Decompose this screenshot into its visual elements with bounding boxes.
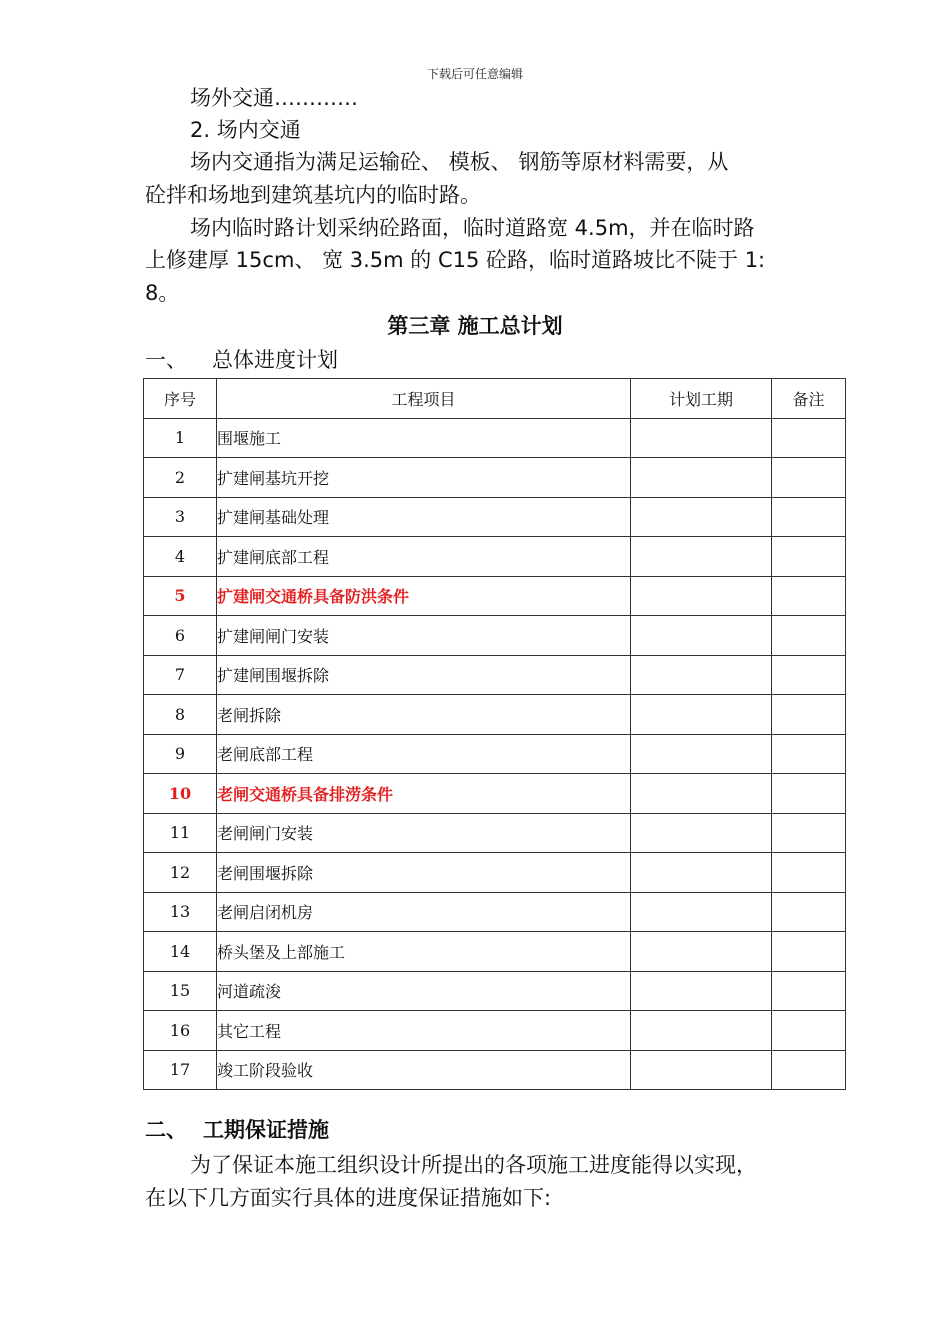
table-row [144,576,846,616]
row-number-cell: 10 [144,774,217,814]
table-row [144,695,846,735]
row-number-cell: 15 [144,971,217,1011]
row-item-cell: 老闸闸门安装 [217,813,631,853]
table-row [144,813,846,853]
row-remark-cell [772,1050,846,1090]
row-item-cell: 其它工程 [217,1011,631,1051]
text-line: 场内临时路计划采纳砼路面，临时道路宽 4.5m，并在临时路 [190,216,755,240]
table-row [144,892,846,932]
row-number-cell: 8 [144,695,217,735]
row-number-cell: 2 [144,458,217,498]
row-period-cell [631,853,772,893]
column-header: 工程项目 [217,379,631,419]
row-period-cell [631,1011,772,1051]
row-remark-cell [772,813,846,853]
row-item-cell: 扩建闸基础处理 [217,497,631,537]
column-header: 计划工期 [631,379,772,419]
row-remark-cell [772,971,846,1011]
section-number: 二、 [145,1118,187,1142]
text-line: 在以下几方面实行具体的进度保证措施如下: [145,1186,552,1210]
table-row [144,655,846,695]
text-line: 场内交通指为满足运输砼、 模板、 钢筋等原材料需要，从 [190,150,729,174]
text-line: 8。 [145,281,180,305]
row-number-cell: 6 [144,616,217,656]
row-item-cell: 竣工阶段验收 [217,1050,631,1090]
row-period-cell [631,418,772,458]
row-period-cell [631,1050,772,1090]
table-row [144,853,846,893]
row-item-cell: 老闸启闭机房 [217,892,631,932]
table-row [144,1050,846,1090]
table-row [144,774,846,814]
column-header: 序号 [144,379,217,419]
row-number-cell: 5 [144,576,217,616]
row-remark-cell [772,616,846,656]
text-line: 上修建厚 15cm、 宽 3.5m 的 C15 砼路，临时道路坡比不陡于 1: [145,248,766,272]
row-period-cell [631,576,772,616]
row-remark-cell [772,932,846,972]
text-line: 砼拌和场地到建筑基坑内的临时路。 [145,183,481,207]
row-number-cell: 9 [144,734,217,774]
row-number-cell: 7 [144,655,217,695]
table-header-row [144,379,846,419]
row-period-cell [631,695,772,735]
row-period-cell [631,734,772,774]
row-number-cell: 12 [144,853,217,893]
row-remark-cell [772,695,846,735]
row-item-cell: 扩建闸交通桥具备防洪条件 [217,576,631,616]
row-remark-cell [772,576,846,616]
row-number-cell: 16 [144,1011,217,1051]
row-period-cell [631,497,772,537]
section-number: 一、 [145,348,187,372]
row-period-cell [631,537,772,577]
chapter-title: 第三章 施工总计划 [387,314,563,338]
row-period-cell [631,616,772,656]
row-item-cell: 扩建闸围堰拆除 [217,655,631,695]
text-line: 为了保证本施工组织设计所提出的各项施工进度能得以实现， [190,1153,757,1177]
subheading-internal-traffic: 2. 场内交通 [190,118,301,142]
row-remark-cell [772,418,846,458]
row-period-cell [631,774,772,814]
row-number-cell: 14 [144,932,217,972]
row-remark-cell [772,458,846,498]
section-title: 总体进度计划 [212,348,338,372]
row-number-cell: 4 [144,537,217,577]
row-remark-cell [772,892,846,932]
row-item-cell: 老闸交通桥具备排涝条件 [217,774,631,814]
row-remark-cell [772,537,846,577]
row-item-cell: 老闸拆除 [217,695,631,735]
row-period-cell [631,971,772,1011]
table-row [144,971,846,1011]
row-item-cell: 老闸底部工程 [217,734,631,774]
row-item-cell: 扩建闸基坑开挖 [217,458,631,498]
row-remark-cell [772,734,846,774]
row-period-cell [631,892,772,932]
row-period-cell [631,813,772,853]
table-row [144,458,846,498]
schedule-table [143,378,846,1090]
row-item-cell: 扩建闸底部工程 [217,537,631,577]
row-item-cell: 河道疏浚 [217,971,631,1011]
row-number-cell: 1 [144,418,217,458]
table-row [144,418,846,458]
table-row [144,734,846,774]
row-item-cell: 扩建闸闸门安装 [217,616,631,656]
row-number-cell: 11 [144,813,217,853]
table-row [144,1011,846,1051]
row-remark-cell [772,774,846,814]
table-row [144,616,846,656]
row-period-cell [631,458,772,498]
row-item-cell: 老闸围堰拆除 [217,853,631,893]
page-header-note: 下载后可任意编辑 [426,67,523,81]
row-number-cell: 17 [144,1050,217,1090]
row-remark-cell [772,655,846,695]
table-row [144,537,846,577]
text-line: 场外交通………… [190,86,358,110]
row-remark-cell [772,853,846,893]
row-period-cell [631,655,772,695]
row-item-cell: 围堰施工 [217,418,631,458]
table-row [144,497,846,537]
row-remark-cell [772,1011,846,1051]
table-row [144,932,846,972]
row-number-cell: 3 [144,497,217,537]
row-number-cell: 13 [144,892,217,932]
row-period-cell [631,932,772,972]
column-header: 备注 [772,379,846,419]
section-title: 工期保证措施 [203,1118,329,1142]
row-item-cell: 桥头堡及上部施工 [217,932,631,972]
row-remark-cell [772,497,846,537]
